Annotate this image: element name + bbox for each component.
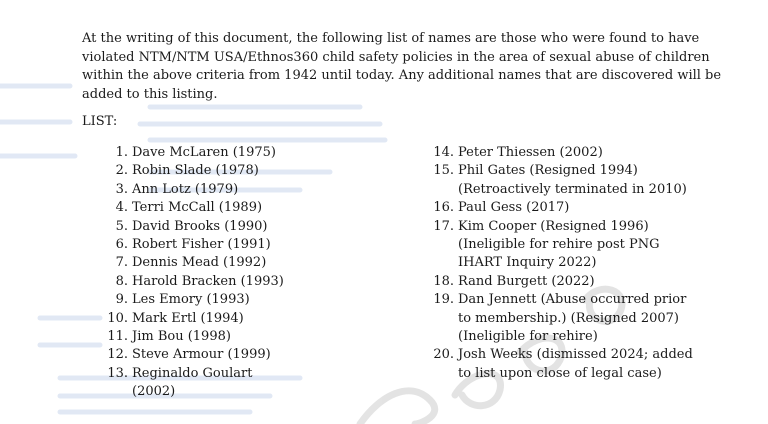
item-text-line: Jim Bou (1998) xyxy=(132,329,231,345)
item-number: 13. xyxy=(107,365,128,381)
item-text-line: IHART Inquiry 2022) xyxy=(458,255,597,271)
item-text xyxy=(458,273,758,291)
list-item xyxy=(418,218,758,273)
item-text-line: Phil Gates (Resigned 1994) xyxy=(458,163,638,179)
list-item xyxy=(418,346,758,383)
item-text xyxy=(458,218,758,273)
item-number: 12. xyxy=(107,347,128,363)
list-item xyxy=(82,236,382,254)
item-text xyxy=(458,291,758,346)
list-item xyxy=(418,273,758,291)
item-text-line: Dennis Mead (1992) xyxy=(132,255,267,271)
item-text-line: (Retroactively terminated in 2010) xyxy=(458,181,687,197)
item-number: 6. xyxy=(115,237,128,253)
item-text xyxy=(458,346,758,383)
item-text-line: Ann Lotz (1979) xyxy=(132,181,239,197)
item-number: 8. xyxy=(115,273,128,289)
item-number: 16. xyxy=(433,200,454,216)
item-text xyxy=(132,144,382,162)
names-list-right xyxy=(418,144,758,383)
item-text xyxy=(132,273,382,291)
list-item xyxy=(82,144,382,162)
item-text-line: Reginaldo Goulart xyxy=(132,365,253,381)
item-number: 10. xyxy=(107,310,128,326)
item-text xyxy=(458,162,758,199)
item-text-line: Harold Bracken (1993) xyxy=(132,273,284,289)
list-item xyxy=(82,162,382,180)
item-number: 11. xyxy=(107,329,128,345)
item-number: 4. xyxy=(115,200,128,216)
item-text xyxy=(132,328,382,346)
item-text-line: Dave McLaren (1975) xyxy=(132,145,276,160)
item-text-line: Rand Burgett (2022) xyxy=(458,273,595,289)
item-text xyxy=(132,162,382,180)
item-number: 20. xyxy=(433,347,454,363)
item-number: 17. xyxy=(433,218,454,234)
list-item xyxy=(82,254,382,272)
item-number: 15. xyxy=(433,163,454,179)
item-text-line: Robert Fisher (1991) xyxy=(132,237,271,253)
item-text-line: to membership.) (Resigned 2007) xyxy=(458,310,679,326)
item-text-line: Josh Weeks (dismissed 2024; added xyxy=(458,347,693,363)
item-text-line: Steve Armour (1999) xyxy=(132,347,271,363)
item-number: 3. xyxy=(115,181,128,197)
item-text-line: Terri McCall (1989) xyxy=(132,200,263,216)
item-text-line: (2002) xyxy=(132,384,176,400)
item-text xyxy=(132,199,382,217)
item-number: 7. xyxy=(115,255,128,271)
item-text xyxy=(458,199,758,217)
item-text-line: Robin Slade (1978) xyxy=(132,163,259,179)
item-number: 1. xyxy=(115,145,128,160)
item-number: 18. xyxy=(433,273,454,289)
list-item xyxy=(82,218,382,236)
item-text-line: (Ineligible for rehire) xyxy=(458,329,598,345)
item-number: 5. xyxy=(115,218,128,234)
item-text xyxy=(132,254,382,272)
list-item xyxy=(82,365,382,402)
names-list-left xyxy=(82,144,382,402)
item-text-line: David Brooks (1990) xyxy=(132,218,268,234)
item-text xyxy=(458,144,758,162)
item-text xyxy=(132,181,382,199)
item-text-line: Dan Jennett (Abuse occurred prior xyxy=(458,292,687,308)
list-item xyxy=(82,328,382,346)
item-text-line: Les Emory (1993) xyxy=(132,292,250,308)
list-item xyxy=(82,199,382,217)
item-number: 14. xyxy=(433,145,454,160)
list-item xyxy=(418,291,758,346)
item-text-line: Mark Ertl (1994) xyxy=(132,310,244,326)
list-item xyxy=(82,291,382,309)
item-text xyxy=(132,310,382,328)
item-text xyxy=(132,236,382,254)
item-text-line: (Ineligible for rehire post PNG xyxy=(458,237,660,253)
item-text xyxy=(132,218,382,236)
list-item xyxy=(82,310,382,328)
list-item xyxy=(82,181,382,199)
item-text-line: Paul Gess (2017) xyxy=(458,200,570,216)
item-text-line: Peter Thiessen (2002) xyxy=(458,145,603,160)
list-item xyxy=(82,273,382,291)
item-text-line: to list upon close of legal case) xyxy=(458,365,662,381)
list-heading: LIST: xyxy=(82,114,118,129)
item-number: 19. xyxy=(433,292,454,308)
item-text xyxy=(132,365,382,402)
list-item xyxy=(418,162,758,199)
intro-paragraph: At the writing of this document, the following list of names are those who were found to have violated NTM/NTM USA/Ethnos360 child safety policies in the area of sexual abuse of children within the above criteria from 1942 until today. Any additional names that are discovered will be added to this listing. xyxy=(82,31,722,102)
list-item xyxy=(418,199,758,217)
item-text-line: Kim Cooper (Resigned 1996) xyxy=(458,218,649,234)
list-item xyxy=(418,144,758,162)
item-text xyxy=(132,291,382,309)
item-number: 2. xyxy=(115,163,128,179)
list-item xyxy=(82,346,382,364)
item-number: 9. xyxy=(115,292,128,308)
item-text xyxy=(132,346,382,364)
